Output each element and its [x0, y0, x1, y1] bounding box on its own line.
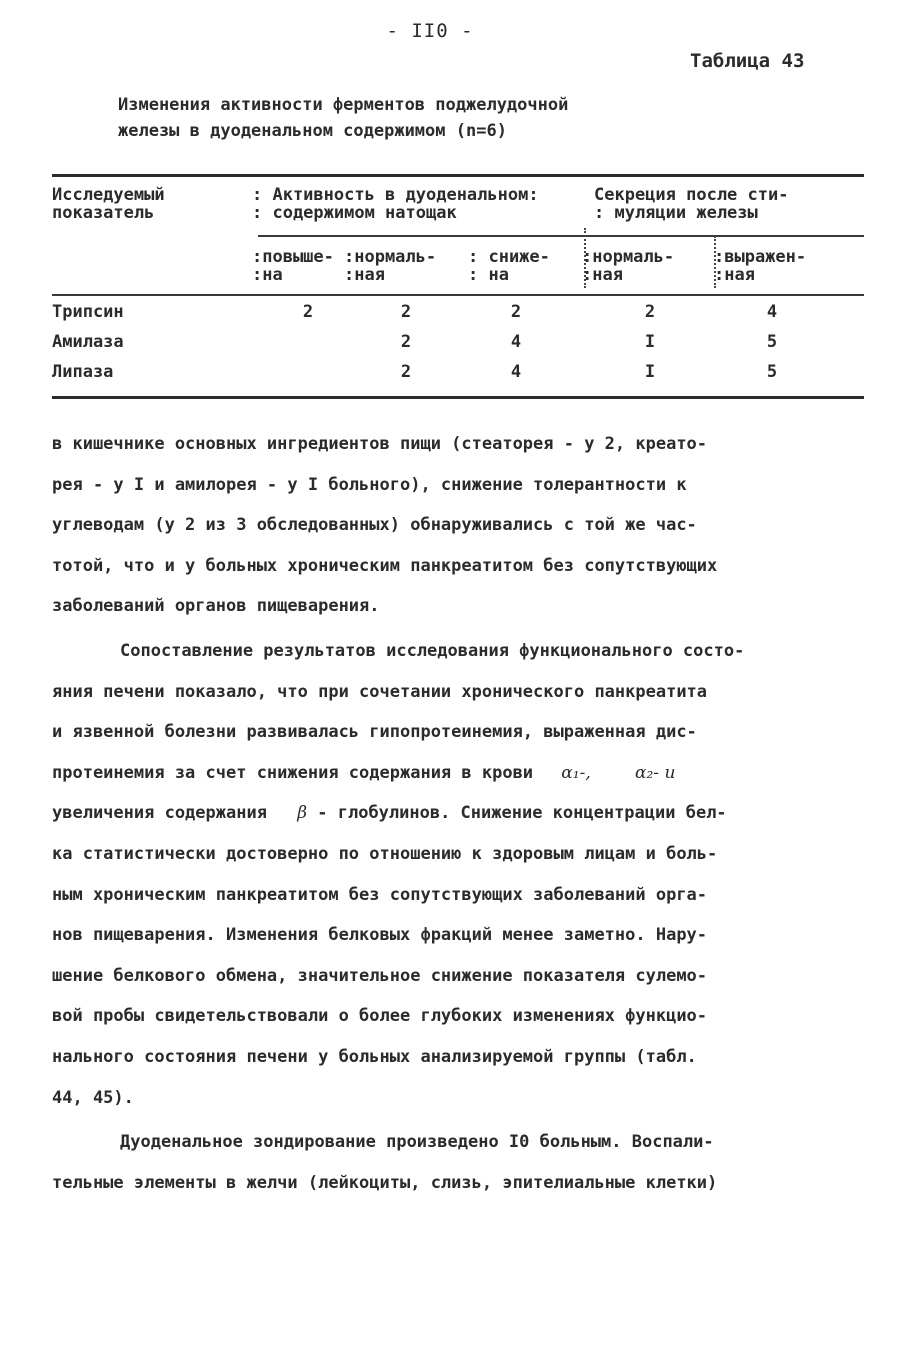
table-cell: 2	[302, 302, 314, 322]
text-line: яния печени показало, что при сочетании хронического панкреатита	[52, 681, 708, 702]
text-fragment: - глобулинов. Снижение концентрации бел-	[317, 803, 727, 824]
text-line: ным хроническим панкреатитом без сопутствующих заболеваний орга-	[52, 884, 708, 905]
table-cell: 2	[400, 332, 412, 352]
table-row	[52, 302, 864, 332]
text-fragment: протеинемия за счет снижения содержания в крови	[52, 762, 534, 783]
caption-line: железы в дуоденальном содержимом (n=6)	[118, 121, 507, 141]
table-cell: 2	[510, 302, 522, 322]
text-line: тельные элементы в желчи (лейкоциты, слизь, эпителиальные клетки)	[52, 1172, 718, 1193]
table-cell: 2	[644, 302, 656, 322]
text-line: тотой, что и у больных хроническим панкреатитом без сопутствующих	[52, 555, 718, 576]
table-label: Таблица 43	[690, 50, 805, 72]
subheader-secretion-normal: :нормаль- :ная	[582, 247, 675, 285]
text-line: рея - у I и амилорея - у I больного), снижение толерантности к	[52, 474, 687, 495]
col-header-indicator: Исследуемый показатель	[52, 185, 165, 223]
table-top-rule	[52, 174, 864, 177]
text-line	[52, 793, 862, 834]
text-fragment: увеличения содержания	[52, 803, 267, 824]
text-line: нального состояния печени у больных анализируемой группы (табл.	[52, 1046, 697, 1067]
row-label: Липаза	[52, 362, 114, 382]
table-cell: 2	[400, 362, 412, 382]
table-cell: I	[644, 332, 656, 352]
col-header-secretion: Секреция после сти- : муляции железы	[594, 185, 789, 223]
table-bottom-rule	[52, 396, 864, 399]
table-cell: 5	[766, 332, 778, 352]
table-cell: I	[644, 362, 656, 382]
header-sub-rule	[258, 235, 864, 237]
table-cell: 4	[766, 302, 778, 322]
subheader-normal: :нормаль- :ная	[344, 247, 437, 285]
text-line: ка статистически достоверно по отношению к здоровым лицам и боль-	[52, 843, 718, 864]
row-label: Амилаза	[52, 332, 124, 352]
table-cell: 4	[510, 362, 522, 382]
header-bottom-rule	[52, 294, 864, 296]
alpha2-symbol: α₂- и	[635, 762, 676, 783]
table-row	[52, 332, 864, 362]
text-line: 44, 45).	[52, 1087, 134, 1108]
table-cell: 5	[766, 362, 778, 382]
caption-line: Изменения активности ферментов поджелудочной	[118, 95, 569, 115]
text-line: Дуоденальное зондирование произведено I0 больным. Воспали-	[120, 1132, 714, 1153]
alpha1-symbol: α₁-,	[561, 762, 591, 783]
subheader-increased: :повыше- :на	[252, 247, 334, 285]
body-text	[52, 424, 862, 1203]
text-line: нов пищеварения. Изменения белковых фракций менее заметно. Нару-	[52, 925, 708, 946]
text-line: Сопоставление результатов исследования функционального состо-	[120, 640, 745, 661]
text-line: вой пробы свидетельствовали о более глубоких изменениях функцио-	[52, 1006, 708, 1027]
table-cell: 4	[510, 332, 522, 352]
subheader-secretion-pronounced: :выражен- :ная	[714, 247, 807, 285]
page-number: - II0 -	[386, 20, 474, 42]
table-row	[52, 362, 864, 392]
table-caption	[118, 92, 678, 144]
text-line: и язвенной болезни развивалась гипопротеинемия, выраженная дис-	[52, 722, 697, 743]
table-cell: 2	[400, 302, 412, 322]
beta-symbol: β	[297, 803, 308, 824]
text-line: заболеваний органов пищеварения.	[52, 596, 380, 617]
text-line	[52, 753, 862, 794]
subheader-decreased: : сниже- : на	[468, 247, 550, 285]
text-line: шение белкового обмена, значительное снижение показателя сулемо-	[52, 965, 708, 986]
row-label: Трипсин	[52, 302, 124, 322]
col-header-activity: : Активность в дуоденальном: : содержимом натощак	[252, 185, 539, 223]
text-line: в кишечнике основных ингредиентов пищи (стеаторея - у 2, креато-	[52, 434, 708, 454]
text-line: углеводам (у 2 из 3 обследованных) обнаруживались с той же час-	[52, 515, 697, 536]
